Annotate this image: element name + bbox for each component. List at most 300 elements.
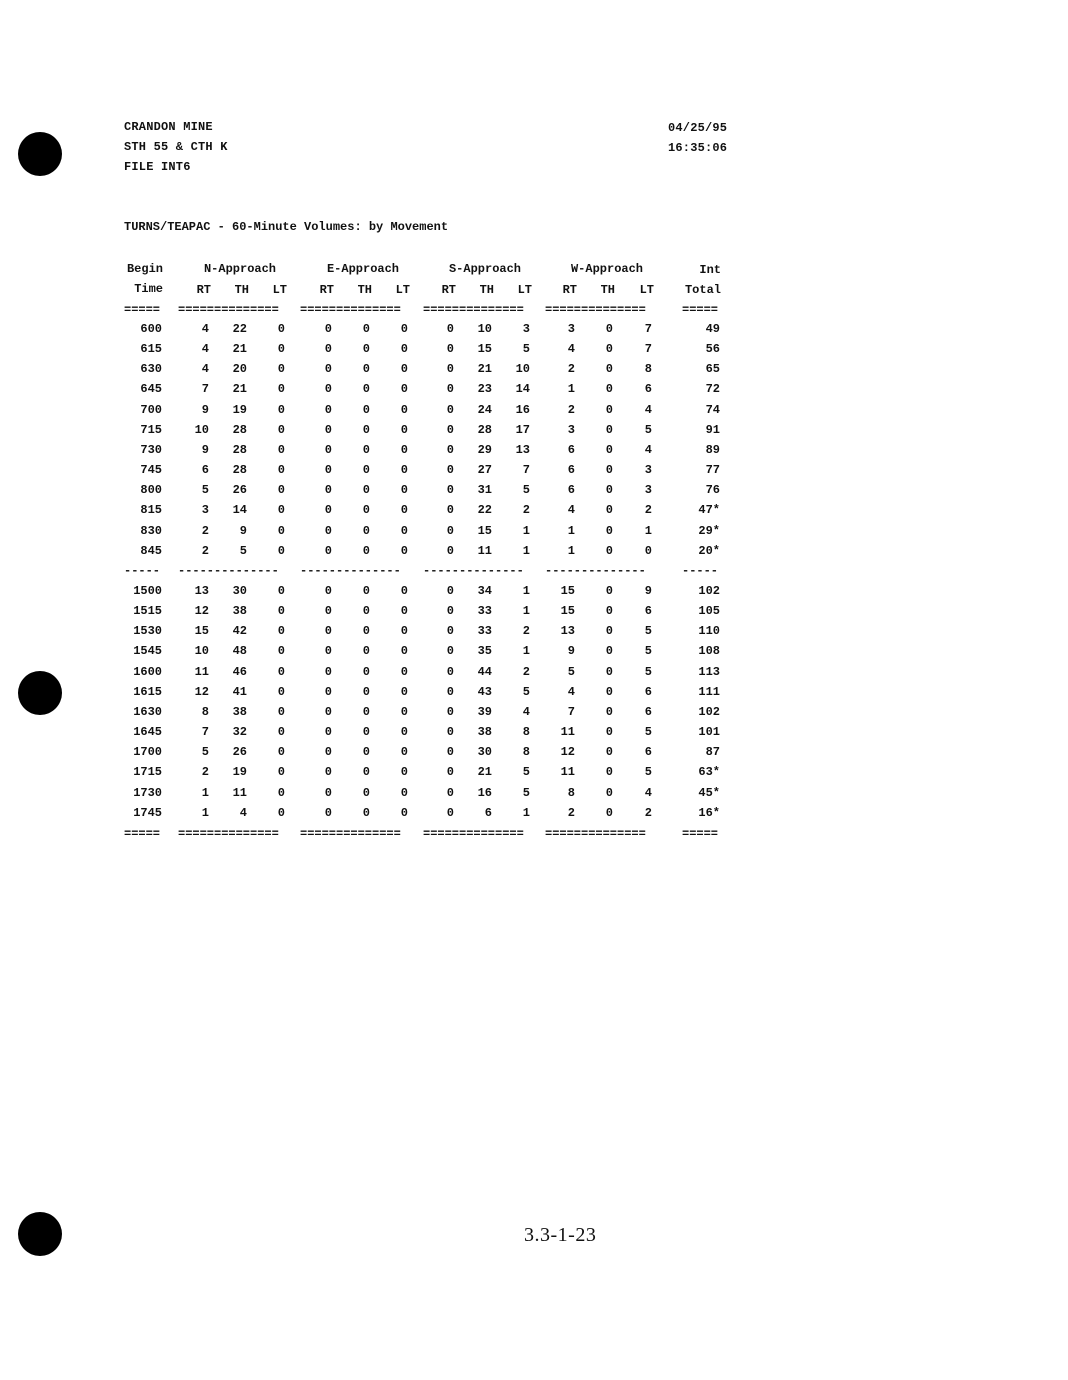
pm-row-volume-cell: 0 <box>362 684 370 699</box>
pm-row-volume-cell: 12 <box>194 684 209 699</box>
am-row-volume-cell: 0 <box>400 322 408 336</box>
double-rule-top-group: ============== <box>423 303 524 317</box>
report-time: 16:35:06 <box>668 141 728 155</box>
pm-row-volume-cell: 6 <box>644 745 652 760</box>
am-row-volume-cell: 0 <box>605 422 613 437</box>
pm-row-volume-cell: 0 <box>362 584 370 598</box>
pm-row-volume-cell: 0 <box>362 745 370 760</box>
pm-row-volume-cell: 0 <box>605 785 613 800</box>
pm-row-begin-time: 1700 <box>133 745 162 760</box>
am-row-volume-cell: 0 <box>277 362 285 377</box>
am-row-volume-cell: 0 <box>324 322 332 336</box>
pm-row-volume-cell: 41 <box>232 684 247 699</box>
am-row-volume-cell: 0 <box>277 402 285 417</box>
pm-row-volume-cell: 8 <box>567 785 575 800</box>
col-header-n-approach: N-Approach <box>203 262 276 276</box>
am-row-begin-time: 630 <box>140 362 162 377</box>
pm-row-volume-cell: 0 <box>277 644 285 659</box>
pm-row-volume-cell: 0 <box>324 644 332 659</box>
pm-row-volume-cell: 0 <box>324 604 332 619</box>
am-row-volume-cell: 7 <box>644 322 652 336</box>
pm-row-begin-time: 1615 <box>133 684 162 699</box>
pm-row-int-total: 87 <box>705 745 720 760</box>
am-row-volume-cell: 0 <box>446 483 454 498</box>
am-row-volume-cell: 21 <box>477 362 492 377</box>
pm-row-volume-cell: 33 <box>477 604 492 619</box>
am-row-volume-cell: 15 <box>477 523 492 538</box>
am-row-volume-cell: 3 <box>567 322 575 336</box>
am-row-volume-cell: 4 <box>201 342 209 357</box>
am-row-volume-cell: 26 <box>232 483 247 498</box>
pm-row-volume-cell: 9 <box>644 584 652 598</box>
pm-row-volume-cell: 0 <box>400 624 408 639</box>
pm-row-volume-cell: 0 <box>605 664 613 679</box>
pm-row-volume-cell: 42 <box>232 624 247 639</box>
pm-row-volume-cell: 2 <box>522 624 530 639</box>
pm-row-int-total: 102 <box>698 584 720 598</box>
am-row-volume-cell: 0 <box>605 483 613 498</box>
pm-row-volume-cell: 1 <box>522 604 530 619</box>
pm-row-begin-time: 1600 <box>133 664 162 679</box>
single-rule-divider-group: -------------- <box>423 564 524 578</box>
am-row-volume-cell: 0 <box>324 543 332 558</box>
am-row-volume-cell: 23 <box>477 382 492 397</box>
pm-row-volume-cell: 0 <box>446 725 454 740</box>
am-row-volume-cell: 0 <box>446 322 454 336</box>
col-header-e-approach: E-Approach <box>326 262 399 276</box>
pm-row-int-total: 108 <box>698 644 720 659</box>
am-row-volume-cell: 2 <box>567 362 575 377</box>
am-row-volume-cell: 0 <box>362 463 370 478</box>
pm-row-volume-cell: 21 <box>477 765 492 780</box>
am-row-int-total: 49 <box>705 322 720 336</box>
pm-row-volume-cell: 0 <box>446 805 454 820</box>
am-row-volume-cell: 0 <box>324 362 332 377</box>
am-row-int-total: 65 <box>705 362 720 377</box>
pm-row-volume-cell: 32 <box>232 725 247 740</box>
pm-row-begin-time: 1730 <box>133 785 162 800</box>
pm-row-volume-cell: 0 <box>605 644 613 659</box>
am-row-volume-cell: 4 <box>201 322 209 336</box>
single-rule-divider-group: -------------- <box>300 564 401 578</box>
pm-row-volume-cell: 4 <box>644 785 652 800</box>
am-row-volume-cell: 28 <box>232 422 247 437</box>
am-row-begin-time: 645 <box>140 382 162 397</box>
col-header-movement: LT <box>272 283 287 297</box>
am-row-volume-cell: 4 <box>567 503 575 518</box>
am-row-volume-cell: 17 <box>515 422 530 437</box>
am-row-int-total: 91 <box>705 422 720 437</box>
pm-row-volume-cell: 0 <box>277 664 285 679</box>
pm-row-volume-cell: 5 <box>644 624 652 639</box>
pm-row-int-total: 16* <box>698 805 720 820</box>
am-row-volume-cell: 0 <box>362 382 370 397</box>
pm-row-begin-time: 1715 <box>133 765 162 780</box>
intersection-name: STH 55 & CTH K <box>124 140 228 154</box>
am-row-volume-cell: 0 <box>362 523 370 538</box>
pm-row-volume-cell: 0 <box>446 604 454 619</box>
am-row-volume-cell: 0 <box>446 442 454 457</box>
pm-row-volume-cell: 0 <box>324 765 332 780</box>
am-row-volume-cell: 4 <box>201 362 209 377</box>
pm-row-volume-cell: 4 <box>567 684 575 699</box>
am-row-volume-cell: 0 <box>277 543 285 558</box>
am-row-volume-cell: 22 <box>477 503 492 518</box>
am-row-volume-cell: 2 <box>644 503 652 518</box>
pm-row-volume-cell: 0 <box>277 604 285 619</box>
pm-row-volume-cell: 13 <box>560 624 575 639</box>
am-row-volume-cell: 0 <box>324 483 332 498</box>
report-title: TURNS/TEAPAC - 60-Minute Volumes: by Movement <box>124 220 449 234</box>
col-header-movement: TH <box>479 283 494 297</box>
pm-row-volume-cell: 0 <box>277 805 285 820</box>
pm-row-volume-cell: 39 <box>477 704 492 719</box>
am-row-volume-cell: 0 <box>277 463 285 478</box>
col-header-movement: LT <box>395 283 410 297</box>
am-row-volume-cell: 0 <box>324 442 332 457</box>
am-row-volume-cell: 0 <box>605 342 613 357</box>
pm-row-volume-cell: 5 <box>522 684 530 699</box>
col-header-movement: RT <box>562 283 577 297</box>
pm-row-begin-time: 1515 <box>133 604 162 619</box>
pm-row-volume-cell: 8 <box>201 704 209 719</box>
am-row-begin-time: 845 <box>140 543 162 558</box>
col-header-movement: LT <box>639 283 654 297</box>
pm-row-volume-cell: 5 <box>644 725 652 740</box>
pm-row-volume-cell: 0 <box>605 604 613 619</box>
pm-row-volume-cell: 16 <box>477 785 492 800</box>
am-row-int-total: 76 <box>705 483 720 498</box>
pm-row-volume-cell: 0 <box>277 584 285 598</box>
am-row-volume-cell: 0 <box>446 342 454 357</box>
col-header-movement: RT <box>196 283 211 297</box>
pm-row-volume-cell: 0 <box>400 805 408 820</box>
am-row-volume-cell: 9 <box>201 442 209 457</box>
pm-row-volume-cell: 30 <box>477 745 492 760</box>
pm-row-volume-cell: 0 <box>605 684 613 699</box>
pm-row-volume-cell: 1 <box>522 584 530 598</box>
pm-row-volume-cell: 5 <box>644 644 652 659</box>
am-row-volume-cell: 0 <box>277 422 285 437</box>
pm-row-volume-cell: 0 <box>400 785 408 800</box>
pm-row-volume-cell: 8 <box>522 745 530 760</box>
pm-row-volume-cell: 1 <box>522 644 530 659</box>
double-rule-bottom-group: ============== <box>545 827 646 841</box>
am-row-volume-cell: 6 <box>201 463 209 478</box>
pm-row-volume-cell: 0 <box>324 805 332 820</box>
am-row-begin-time: 800 <box>140 483 162 498</box>
am-row-volume-cell: 13 <box>515 442 530 457</box>
am-row-volume-cell: 0 <box>446 422 454 437</box>
am-row-volume-cell: 11 <box>477 543 492 558</box>
pm-row-volume-cell: 0 <box>400 664 408 679</box>
am-row-volume-cell: 9 <box>201 402 209 417</box>
binder-hole-top <box>18 132 62 176</box>
am-row-volume-cell: 3 <box>201 503 209 518</box>
am-row-int-total: 56 <box>705 342 720 357</box>
pm-row-volume-cell: 0 <box>446 644 454 659</box>
am-row-volume-cell: 4 <box>567 342 575 357</box>
col-header-movement: RT <box>319 283 334 297</box>
pm-row-volume-cell: 0 <box>605 704 613 719</box>
pm-row-volume-cell: 0 <box>400 604 408 619</box>
am-row-volume-cell: 16 <box>515 402 530 417</box>
am-row-volume-cell: 0 <box>605 402 613 417</box>
pm-row-volume-cell: 5 <box>567 664 575 679</box>
am-row-volume-cell: 5 <box>239 543 247 558</box>
am-row-volume-cell: 2 <box>522 503 530 518</box>
am-row-volume-cell: 2 <box>201 543 209 558</box>
am-row-begin-time: 830 <box>140 523 162 538</box>
binder-hole-middle <box>18 671 62 715</box>
pm-row-volume-cell: 0 <box>277 704 285 719</box>
am-row-volume-cell: 0 <box>446 543 454 558</box>
single-rule-divider-total: ----- <box>682 564 719 578</box>
am-row-volume-cell: 2 <box>567 402 575 417</box>
pm-row-begin-time: 1630 <box>133 704 162 719</box>
report-date: 04/25/95 <box>668 121 728 135</box>
am-row-volume-cell: 10 <box>194 422 209 437</box>
am-row-volume-cell: 0 <box>277 442 285 457</box>
am-row-volume-cell: 0 <box>324 382 332 397</box>
pm-row-volume-cell: 0 <box>324 725 332 740</box>
pm-row-volume-cell: 1 <box>522 805 530 820</box>
am-row-volume-cell: 0 <box>362 422 370 437</box>
pm-row-volume-cell: 0 <box>324 785 332 800</box>
col-header-w-approach: W-Approach <box>570 262 643 276</box>
single-rule-divider-group: -------------- <box>545 564 646 578</box>
pm-row-volume-cell: 0 <box>362 664 370 679</box>
pm-row-volume-cell: 7 <box>201 725 209 740</box>
am-row-begin-time: 715 <box>140 422 162 437</box>
pm-row-volume-cell: 2 <box>522 664 530 679</box>
am-row-volume-cell: 5 <box>522 342 530 357</box>
am-row-volume-cell: 0 <box>277 523 285 538</box>
pm-row-volume-cell: 5 <box>522 785 530 800</box>
pm-row-volume-cell: 0 <box>446 704 454 719</box>
am-row-volume-cell: 1 <box>567 382 575 397</box>
pm-row-volume-cell: 0 <box>446 584 454 598</box>
am-row-volume-cell: 0 <box>277 483 285 498</box>
pm-row-volume-cell: 15 <box>194 624 209 639</box>
col-header-begin: Begin <box>126 262 163 276</box>
am-row-volume-cell: 0 <box>324 523 332 538</box>
double-rule-top-group: ============== <box>300 303 401 317</box>
am-row-volume-cell: 5 <box>522 483 530 498</box>
pm-row-volume-cell: 43 <box>477 684 492 699</box>
pm-row-int-total: 101 <box>698 725 720 740</box>
am-row-volume-cell: 6 <box>567 463 575 478</box>
pm-row-volume-cell: 0 <box>400 765 408 780</box>
pm-row-volume-cell: 38 <box>477 725 492 740</box>
double-rule-bottom-group: ============== <box>300 827 401 841</box>
am-row-volume-cell: 0 <box>605 382 613 397</box>
am-row-volume-cell: 0 <box>400 543 408 558</box>
am-row-begin-time: 745 <box>140 463 162 478</box>
col-header-movement: TH <box>357 283 372 297</box>
am-row-volume-cell: 0 <box>362 483 370 498</box>
am-row-volume-cell: 0 <box>400 342 408 357</box>
am-row-volume-cell: 6 <box>567 442 575 457</box>
pm-row-volume-cell: 0 <box>605 725 613 740</box>
pm-row-volume-cell: 0 <box>446 745 454 760</box>
am-row-volume-cell: 0 <box>362 362 370 377</box>
am-row-volume-cell: 1 <box>567 523 575 538</box>
am-row-volume-cell: 2 <box>201 523 209 538</box>
pm-row-volume-cell: 5 <box>201 745 209 760</box>
single-rule-divider-group: -------------- <box>178 564 279 578</box>
double-rule-bottom-group: ============== <box>178 827 279 841</box>
am-row-volume-cell: 0 <box>324 422 332 437</box>
am-row-volume-cell: 4 <box>644 402 652 417</box>
am-row-volume-cell: 0 <box>605 362 613 377</box>
am-row-begin-time: 615 <box>140 342 162 357</box>
pm-row-int-total: 110 <box>698 624 720 639</box>
pm-row-volume-cell: 13 <box>194 584 209 598</box>
pm-row-volume-cell: 0 <box>277 765 285 780</box>
pm-row-volume-cell: 4 <box>522 704 530 719</box>
page-number: 3.3-1-23 <box>524 1224 597 1246</box>
pm-row-volume-cell: 0 <box>277 745 285 760</box>
am-row-volume-cell: 0 <box>277 342 285 357</box>
pm-row-volume-cell: 30 <box>232 584 247 598</box>
pm-row-volume-cell: 0 <box>400 725 408 740</box>
pm-row-volume-cell: 0 <box>605 745 613 760</box>
pm-row-volume-cell: 0 <box>277 785 285 800</box>
am-row-volume-cell: 0 <box>446 402 454 417</box>
am-row-volume-cell: 22 <box>232 322 247 336</box>
col-header-movement: TH <box>600 283 615 297</box>
am-row-volume-cell: 0 <box>446 523 454 538</box>
am-row-volume-cell: 0 <box>605 463 613 478</box>
col-header-total: Total <box>684 283 721 297</box>
header-right <box>668 118 727 158</box>
pm-row-volume-cell: 0 <box>324 624 332 639</box>
pm-row-volume-cell: 0 <box>605 584 613 598</box>
am-row-volume-cell: 1 <box>522 543 530 558</box>
pm-row-volume-cell: 15 <box>560 604 575 619</box>
pm-row-volume-cell: 7 <box>567 704 575 719</box>
am-row-volume-cell: 28 <box>232 442 247 457</box>
pm-row-volume-cell: 0 <box>324 664 332 679</box>
pm-row-volume-cell: 0 <box>362 644 370 659</box>
am-row-volume-cell: 15 <box>477 342 492 357</box>
project-name: CRANDON MINE <box>124 120 213 134</box>
pm-row-volume-cell: 46 <box>232 664 247 679</box>
pm-row-volume-cell: 4 <box>239 805 247 820</box>
pm-row-volume-cell: 48 <box>232 644 247 659</box>
am-row-volume-cell: 1 <box>644 523 652 538</box>
pm-row-volume-cell: 1 <box>201 785 209 800</box>
am-row-volume-cell: 0 <box>324 503 332 518</box>
pm-row-volume-cell: 0 <box>277 624 285 639</box>
pm-row-volume-cell: 0 <box>446 785 454 800</box>
am-row-volume-cell: 0 <box>362 342 370 357</box>
pm-row-volume-cell: 12 <box>194 604 209 619</box>
double-rule-bottom-group: ============== <box>423 827 524 841</box>
pm-row-volume-cell: 5 <box>644 765 652 780</box>
pm-row-volume-cell: 15 <box>560 584 575 598</box>
pm-row-volume-cell: 0 <box>362 704 370 719</box>
pm-row-int-total: 45* <box>698 785 720 800</box>
am-row-volume-cell: 0 <box>605 523 613 538</box>
am-row-volume-cell: 10 <box>477 322 492 336</box>
pm-row-volume-cell: 34 <box>477 584 492 598</box>
pm-row-volume-cell: 0 <box>400 584 408 598</box>
pm-row-volume-cell: 0 <box>362 765 370 780</box>
am-row-volume-cell: 0 <box>605 503 613 518</box>
am-row-int-total: 20* <box>698 543 720 558</box>
am-row-volume-cell: 0 <box>400 463 408 478</box>
am-row-volume-cell: 0 <box>644 543 652 558</box>
pm-row-volume-cell: 1 <box>201 805 209 820</box>
pm-row-volume-cell: 0 <box>400 745 408 760</box>
pm-row-volume-cell: 0 <box>605 765 613 780</box>
am-row-volume-cell: 3 <box>644 483 652 498</box>
am-row-int-total: 29* <box>698 523 720 538</box>
am-row-volume-cell: 27 <box>477 463 492 478</box>
pm-row-volume-cell: 38 <box>232 704 247 719</box>
am-row-volume-cell: 1 <box>567 543 575 558</box>
am-row-volume-cell: 0 <box>400 422 408 437</box>
pm-row-int-total: 63* <box>698 765 720 780</box>
am-row-volume-cell: 5 <box>201 483 209 498</box>
pm-row-int-total: 105 <box>698 604 720 619</box>
am-row-volume-cell: 3 <box>522 322 530 336</box>
am-row-volume-cell: 31 <box>477 483 492 498</box>
am-row-volume-cell: 14 <box>232 503 247 518</box>
am-row-volume-cell: 0 <box>400 442 408 457</box>
am-row-volume-cell: 0 <box>400 523 408 538</box>
am-row-volume-cell: 0 <box>277 322 285 336</box>
am-row-volume-cell: 0 <box>362 442 370 457</box>
pm-row-volume-cell: 0 <box>362 604 370 619</box>
am-row-int-total: 72 <box>705 382 720 397</box>
pm-row-volume-cell: 0 <box>362 624 370 639</box>
pm-row-int-total: 111 <box>698 684 720 699</box>
pm-row-volume-cell: 8 <box>522 725 530 740</box>
pm-row-volume-cell: 6 <box>644 704 652 719</box>
pm-row-int-total: 113 <box>698 664 720 679</box>
col-header-time: Time <box>134 282 163 296</box>
am-row-volume-cell: 28 <box>477 422 492 437</box>
pm-row-volume-cell: 0 <box>362 785 370 800</box>
pm-row-begin-time: 1500 <box>133 584 162 598</box>
pm-row-volume-cell: 6 <box>484 805 492 820</box>
am-row-volume-cell: 0 <box>400 503 408 518</box>
am-row-volume-cell: 0 <box>400 382 408 397</box>
am-row-volume-cell: 0 <box>324 342 332 357</box>
am-row-volume-cell: 9 <box>239 523 247 538</box>
double-rule-top-total: ===== <box>682 303 719 317</box>
am-row-volume-cell: 28 <box>232 463 247 478</box>
pm-row-volume-cell: 0 <box>400 644 408 659</box>
pm-row-volume-cell: 5 <box>644 664 652 679</box>
double-rule-top-time: ===== <box>124 303 161 317</box>
am-row-volume-cell: 0 <box>362 402 370 417</box>
am-row-volume-cell: 0 <box>277 382 285 397</box>
double-rule-bottom-total: ===== <box>682 827 719 841</box>
am-row-volume-cell: 7 <box>644 342 652 357</box>
pm-row-volume-cell: 2 <box>644 805 652 820</box>
pm-row-volume-cell: 5 <box>522 765 530 780</box>
pm-row-volume-cell: 44 <box>477 664 492 679</box>
pm-row-volume-cell: 6 <box>644 684 652 699</box>
am-row-volume-cell: 0 <box>400 402 408 417</box>
pm-row-volume-cell: 35 <box>477 644 492 659</box>
am-row-volume-cell: 7 <box>522 463 530 478</box>
pm-row-volume-cell: 10 <box>194 644 209 659</box>
